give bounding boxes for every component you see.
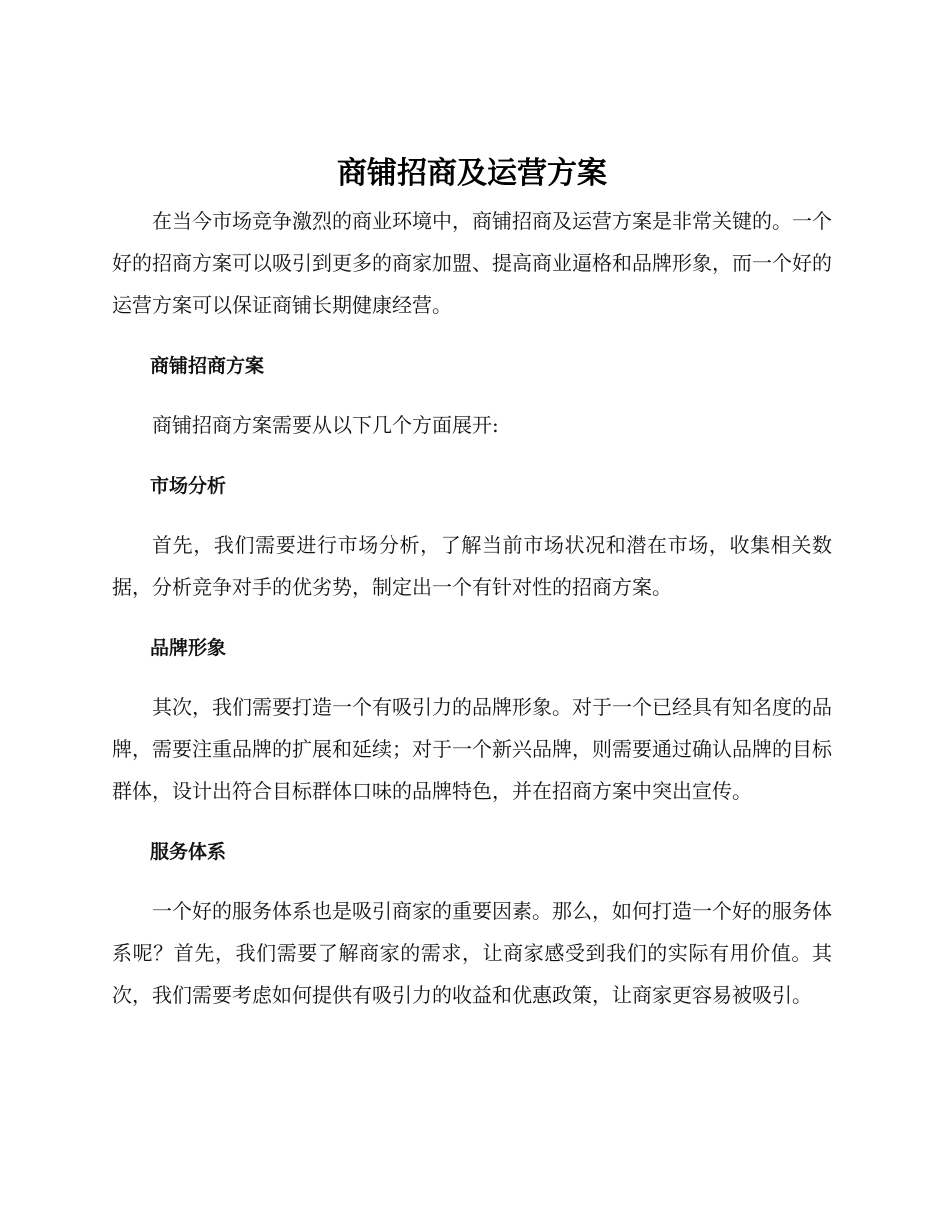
section-heading-brand-image: 品牌形象 [150,637,227,659]
section-body-service-system: 一个好的服务体系也是吸引商家的重要因素。那么，如何打造一个好的服务体系呢？首先，我们需要了解商家的需求，让商家感受到我们的实际有用价值。其次，我们需要考虑如何提供有吸引力的收益和优惠政策，让商家更容易被吸引。 [112,899,832,1007]
section-body-market-analysis: 首先，我们需要进行市场分析，了解当前市场状况和潜在市场，收集相关数据，分析竞争对手的优劣势，制定出一个有针对性的招商方案。 [112,533,832,599]
section-body-brand-image: 其次，我们需要打造一个有吸引力的品牌形象。对于一个已经具有知名度的品牌，需要注重品牌的扩展和延续；对于一个新兴品牌，则需要通过确认品牌的目标群体，设计出符合目标群体口味的品牌特色，并在招商方案中突出宣传。 [112,695,832,803]
intro-paragraph: 在当今市场竞争激烈的商业环境中，商铺招商及运营方案是非常关键的。一个好的招商方案可以吸引到更多的商家加盟、提高商业逼格和品牌形象，而一个好的运营方案可以保证商铺长期健康经营。 [112,209,832,317]
section-heading-service-system: 服务体系 [150,841,227,863]
section-body-leasing-plan: 商铺招商方案需要从以下几个方面展开: [152,413,499,437]
document-body [112,152,832,1016]
document-title: 商铺招商及运营方案 [337,156,607,191]
section-heading-leasing-plan: 商铺招商方案 [150,355,265,377]
section-heading-market-analysis: 市场分析 [150,475,227,497]
